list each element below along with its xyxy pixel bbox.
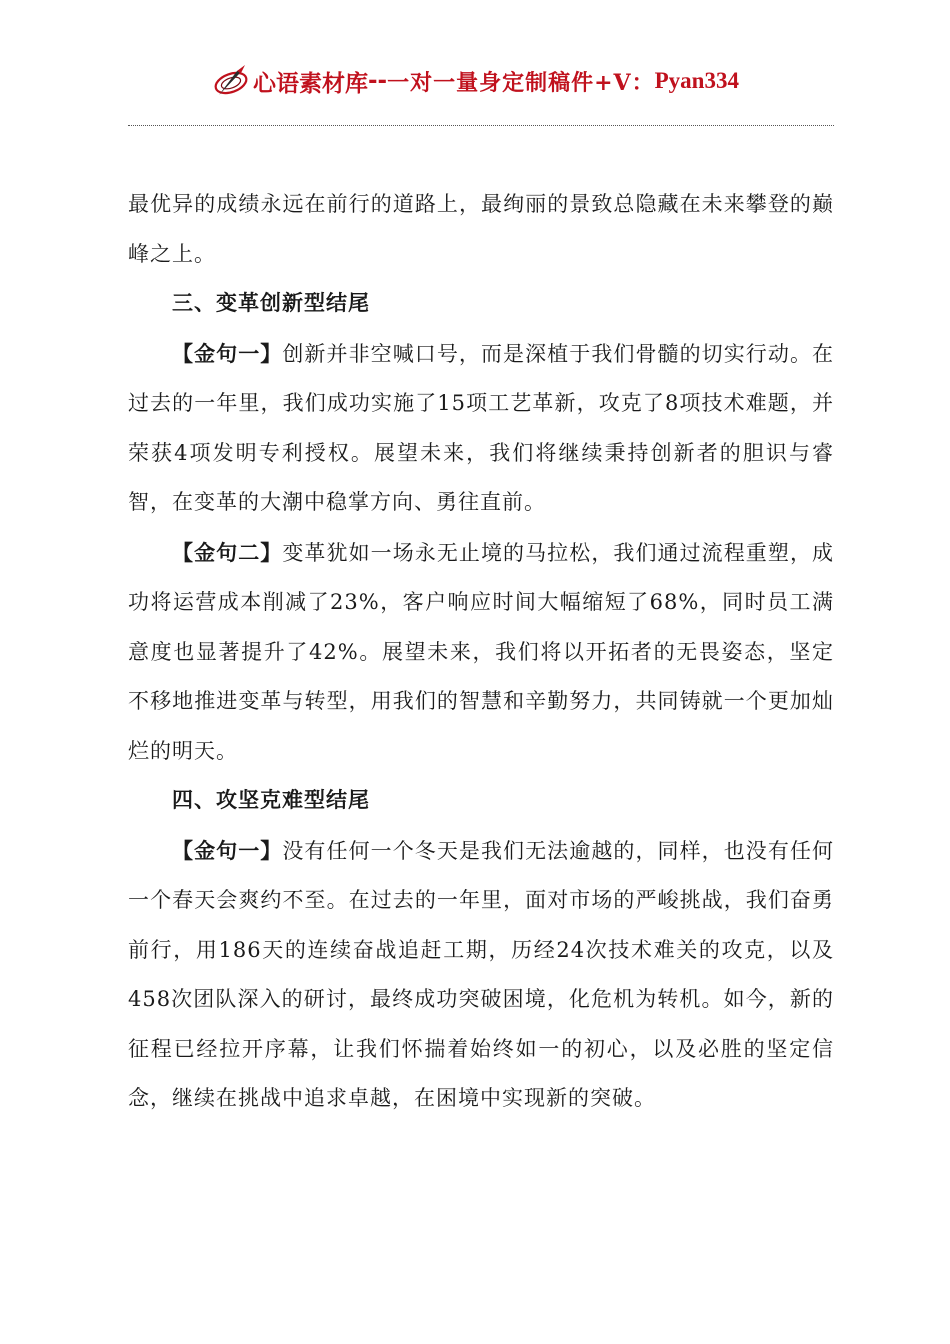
brand-separator: -- <box>368 68 388 94</box>
document-body <box>128 180 834 1124</box>
section-heading-challenge: 四、攻坚克难型结尾 <box>172 788 370 812</box>
brand-name: 心语素材库 <box>253 70 369 97</box>
tagline: 一对一量身定制稿件+V： <box>387 69 655 96</box>
section-heading-innovation: 三、变革创新型结尾 <box>172 291 370 315</box>
paragraph-challenge-1 <box>128 826 834 1124</box>
quote-tag: 【金句二】 <box>172 539 283 565</box>
contact-id: Pyan334 <box>654 68 739 93</box>
paragraph-text: 创新并非空喊口号，而是深植于我们骨髓的切实行动。在过去的一年里，我们成功实施了15项工艺革新，攻克了8项技术难题，并荣获4项发明专利授权。展望未来，我们将继续秉持创新者的胆识与睿智，在变革的大潮中稳掌方向、勇往直前。 <box>128 341 835 514</box>
quote-tag: 【金句一】 <box>172 837 283 863</box>
quote-tag: 【金句一】 <box>172 340 283 366</box>
paragraph-intro: 最优异的成绩永远在前行的道路上，最绚丽的景致总隐藏在未来攀登的巅峰之上。 <box>128 192 834 266</box>
page-header <box>0 58 950 104</box>
quill-logo-icon <box>211 61 251 101</box>
header-divider <box>128 125 834 126</box>
paragraph-innovation-2 <box>128 528 834 777</box>
paragraph-text: 没有任何一个冬天是我们无法逾越的，同样，也没有任何一个春天会爽约不至。在过去的一年里，面对市场的严峻挑战，我们奋勇前行，用186天的连续奋战追赶工期，历经24次技术难关的攻克，以及458次团队深入的研讨，最终成功突破困境，化危机为转机。如今，新的征程已经拉开序幕，让我们怀揣着始终如一的初心，以及必胜的坚定信念，继续在挑战中追求卓越，在困境中实现新的突破。 <box>128 838 835 1110</box>
paragraph-innovation-1 <box>128 329 834 528</box>
paragraph-text: 变革犹如一场永无止境的马拉松，我们通过流程重塑，成功将运营成本削减了23%，客户响应时间大幅缩短了68%，同时员工满意度也显著提升了42%。展望未来，我们将以开拓者的无畏姿态，坚定不移地推进变革与转型，用我们的智慧和辛勤努力，共同铸就一个更加灿烂的明天。 <box>128 540 835 763</box>
